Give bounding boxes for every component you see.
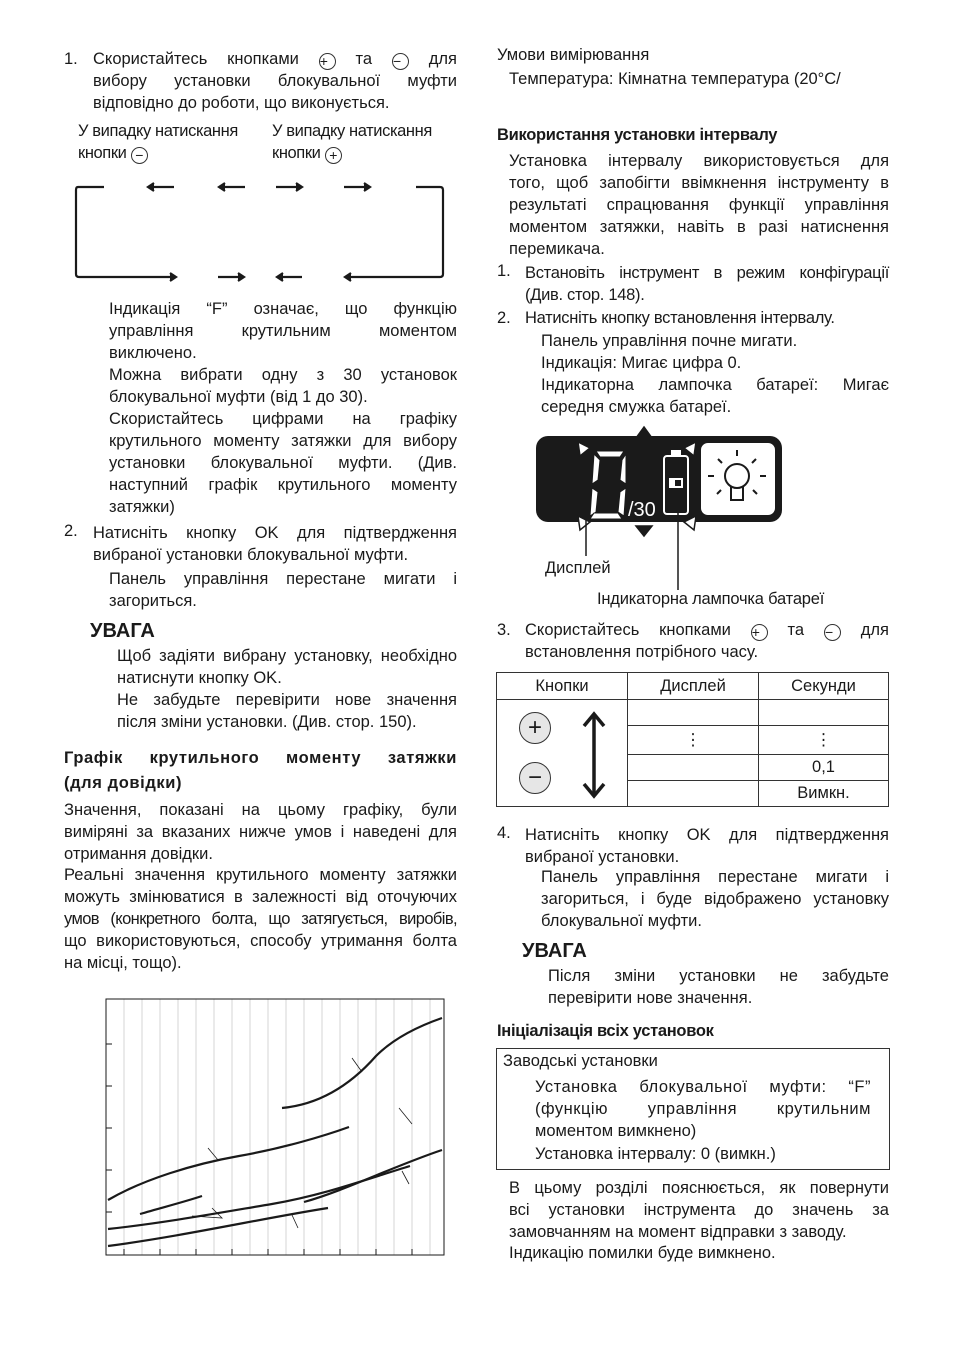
warning-text: Щоб задіяти вибрану установку, необхідно натиснути кнопку OK. Не забудьте перевірити нове значення після зміни установки. (Див. стор. 150). [117,647,457,731]
table-seconds-cell: Вимкн. [759,781,889,807]
torque-graph [104,996,446,1258]
table-seconds-cell [759,700,889,726]
r-step4-text: Натисніть кнопку OK для підтвердження вибраної установки. [525,826,889,866]
graph-leader-lines [192,1058,412,1228]
r-step3-line2: встановлення потрібного часу. [525,643,759,661]
minus-button-icon: − [392,53,409,70]
conditions-temperature: Температура: Кімнатна температура (20°C/ [509,70,841,88]
plus-button-icon: + [519,712,551,744]
arrow-right-icon [276,183,302,191]
graph-y-ticks [106,1044,112,1212]
step2-text: Натисніть кнопку OK для підтвердження вибраної установки блокувальної муфти. [93,524,457,564]
step2-number: 2. [64,522,78,540]
r-step4-sub: Панель управління перестане мигати і загориться, і буде відображено установку блокувальної муфти. [541,868,889,930]
para-use-graph: Скористайтесь цифрами на графіку крутильного моменту затяжки для вибору установки блокувальної муфти. (Див. наступний графік крутильного моменту затяжки) [109,410,457,516]
cycle-frame-left [76,187,170,277]
arrow-left-icon [345,273,352,281]
interval-heading: Використання установки інтервалу [497,126,778,144]
table-display-cell [628,755,759,781]
arrow-left-icon [219,183,245,191]
interval-paragraph: Установка інтервалу використовується для того, щоб запобігти ввімкнення інструменту в результаті спрацювання функції управління моментом затяжки, навіть в разі натиснення перемикача. [509,152,889,258]
table-header-seconds: Секунди [759,673,889,700]
graph-heading: Графік крутильного моменту затяжки (для довідки) [64,749,457,792]
para-30-settings: Можна вибрати одну з 30 установок блокувальної муфти (від 1 до 30). [109,366,457,406]
table-display-cell: ⋮ [628,726,759,755]
arrow-left-icon [148,183,174,191]
warning-title: УВАГА [90,620,155,642]
digit-value: 0 [530,422,531,423]
step1-number: 1. [64,50,78,68]
arrow-right-icon [170,273,176,281]
factory-settings-title: Заводські установки [503,1052,658,1070]
minus-button-icon: − [131,147,148,164]
step2-sub: Панель управління перестане мигати і загориться. [109,570,457,610]
minus-button-icon: − [824,624,841,641]
case-plus-caption: У випадку натискання кнопки + [272,122,432,163]
graph-curve-4 [304,1150,442,1202]
arrow-left-icon [277,273,302,281]
r-step3-line1: Скористайтесь кнопками + та − для [525,621,889,640]
graph-curve-1 [282,1018,442,1108]
table-display-cell [628,781,759,807]
step1-line3: відповідно до роботи, що виконується. [93,94,390,112]
table-display-cell [628,700,759,726]
table-header-display: Дисплей [628,673,759,700]
label-display: Дисплей [545,559,611,577]
r-step4-number: 4. [497,824,511,842]
factory-interval-setting: Установка інтервалу: 0 (вимкн.) [535,1145,776,1163]
r-step1-number: 1. [497,262,511,280]
para-f-indication: Індикація “F” означає, що функцію управління крутильним моментом виключено. [109,300,457,362]
minus-button-icon: − [519,762,551,794]
arrow-right-icon [344,183,370,191]
plus-button-icon: + [319,53,336,70]
r-warning-text: Після зміни установки не забудьте перевірити нове значення. [548,967,889,1007]
conditions-title: Умови вимірювання [497,46,650,64]
step1-line1: Скористайтесь кнопками + та − для [93,50,457,69]
label-battery-indicator: Індикаторна лампочка батареї [597,590,825,608]
table-seconds-cell: ⋮ [759,726,889,755]
clutch-setting-cycle-diagram [70,178,450,288]
r-step1-text: Встановіть інструмент в режим конфігурації (Див. стор. 148). [525,264,889,304]
table-header-buttons: Кнопки [497,673,628,700]
para-real-values: Реальні значення крутильного моменту затяжки можуть змінюватися в залежності від оточуючих умов (конкретного болта, що затягується, виробів, що використовуються, способу утримання болта на місці, тощо). [64,866,457,972]
case-minus-caption: У випадку натискання кнопки − [78,122,238,163]
slash-30: /30 [628,499,656,521]
plus-button-icon: + [325,147,342,164]
arrow-right-icon [218,273,244,281]
para-values: Значення, показані на цьому графіку, були виміряні за вказаних нижче умов і наведені для отримання довідки. [64,801,457,863]
graph-curve-3 [140,1196,202,1214]
cycle-frame-right [352,187,443,277]
r-step2-text: Натисніть кнопку встановлення інтервалу. [525,309,835,327]
graph-x-ticks [124,1249,412,1255]
init-heading: Ініціалізація всіх установок [497,1022,714,1040]
table-seconds-cell: 0,1 [759,755,889,781]
r-step2-number: 2. [497,309,511,327]
table-buttons-cell [497,700,628,807]
factory-clutch-setting: Установка блокувальної муфти: “F” (функцію управління крутильним моментом вимкнено) [535,1078,871,1140]
r-warning-title: УВАГА [522,940,587,962]
up-down-arrow-icon [581,710,607,800]
plus-button-icon: + [751,624,768,641]
graph-curve-2 [108,1127,349,1200]
para-reset: В цьому розділі пояснюється, як повернути всі установки інструмента до значень за замовчанням на момент відправки з заводу. [509,1179,889,1241]
para-error: Індикацію помилки буде вимкнено. [509,1244,776,1262]
r-step2-sub: Панель управління почне мигати. Індикація: Мигає цифра 0. Індикаторна лампочка батареї: Мигає середня смужка батареї. [541,332,889,416]
control-panel-illustration [530,422,850,612]
interval-table [496,672,889,807]
r-step3-number: 3. [497,621,511,639]
step1-line2: вибору установки блокувальної муфти [93,72,457,90]
